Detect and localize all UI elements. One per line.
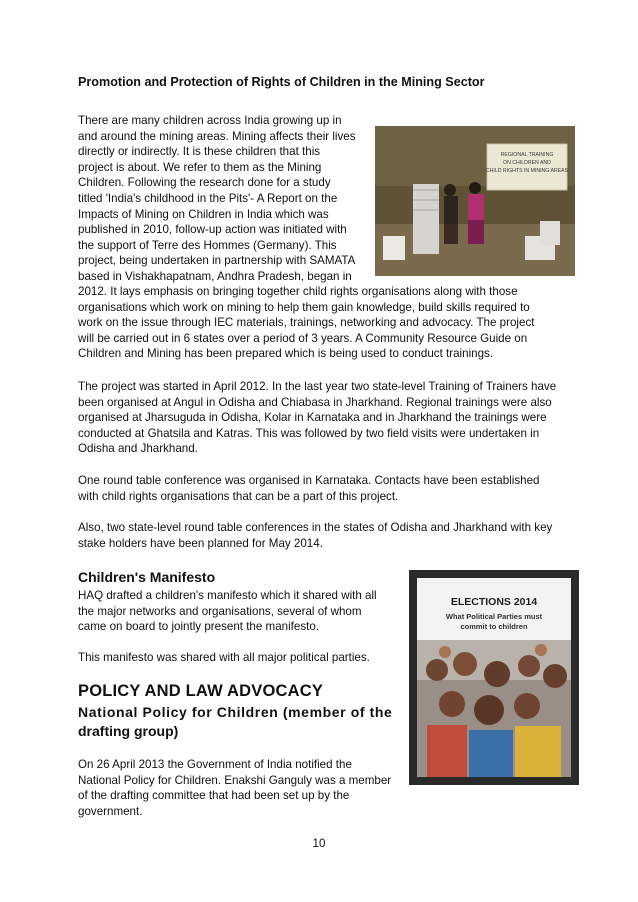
paragraph-planned-conferences [78, 520, 564, 551]
section-title-mining: Promotion and Protection of Rights of Children in the Mining Sector [78, 75, 485, 89]
text-line: The project was started in April 2012. In the last year two state-level Training of Trainers have [78, 380, 557, 393]
text-line: the major networks and organisations, several of whom [78, 604, 362, 618]
text-line: and around the mining areas. Mining affects their lives [78, 129, 356, 143]
text-line: National Policy for Children. Enakshi Ganguly was a member [78, 773, 392, 787]
text-line: the support of Terre des Hommes (Germany). This [78, 238, 337, 252]
manifesto-paragraph [78, 588, 399, 635]
text-line: project, being undertaken in partnership with SAMATA [78, 254, 356, 268]
text-line: directly or indirectly. It is these children that this [78, 145, 321, 159]
manifesto-title: Children's Manifesto [78, 569, 216, 585]
policy-subtitle-line-1: National Policy for Children (member of the [78, 704, 393, 720]
training-photo [375, 126, 575, 276]
text-line: work on the issue through IEC materials, trainings, networking and advocacy. The project [78, 316, 535, 330]
manifesto-shared-line: This manifesto was shared with all major political parties. [78, 651, 370, 664]
paragraph-round-table [78, 473, 564, 504]
text-line: titled 'India's childhood in the Pits'- A Report on the [78, 191, 338, 205]
text-line: stake holders have been planned for May 2014. [78, 536, 323, 550]
text-line: HAQ drafted a children's manifesto which it shared with all [78, 589, 377, 602]
text-line: Impacts of Mining on Children in India which was [78, 207, 329, 221]
banner-line-2: ON CHILDREN AND [503, 160, 551, 166]
policy-subtitle-line-2: drafting group) [78, 723, 179, 739]
text-line: Also, two state-level round table conferences in the states of Odisha and Jharkhand with key [78, 521, 553, 534]
text-line: based in Vishakhapatnam, Andhra Pradesh, began in [78, 269, 352, 283]
banner-line-1: REGIONAL TRAINING [500, 152, 554, 158]
cover-subtitle-line-2: commit to children [460, 622, 528, 631]
text-line: Children. Following the research done for a study [78, 176, 331, 190]
banner-line-3: CHILD RIGHTS IN MINING AREAS [485, 168, 569, 174]
text-line: came on board to jointly present the manifesto. [78, 620, 320, 634]
text-line: of the drafting committee that had been set up by the [78, 789, 350, 803]
text-line: 2012. It lays emphasis on bringing together child rights organisations along with those [78, 285, 518, 298]
intro-paragraph-narrow [78, 113, 366, 285]
policy-paragraph [78, 757, 399, 819]
text-line: government. [78, 804, 143, 818]
cover-subtitle [427, 612, 561, 632]
manifesto-cover-image [409, 570, 579, 785]
paragraph-project-start [78, 379, 564, 457]
policy-subtitle [78, 703, 399, 741]
text-line: On 26 April 2013 the Government of India notified the [78, 758, 352, 771]
cover-title: ELECTIONS 2014 [450, 596, 538, 608]
text-line: conducted at Ghatsila and Katras. This was followed by two field visits were undertaken in [78, 426, 540, 440]
text-line: organisations which work on mining to help them gain knowledge, build skills required to [78, 300, 530, 314]
text-line: There are many children across India growing up in [78, 114, 342, 127]
intro-paragraph-full [78, 284, 564, 362]
text-line: Odisha and Jharkhand. [78, 442, 198, 456]
text-line: Children and Mining has been prepared which is being used to conduct trainings. [78, 347, 494, 361]
policy-section-title: POLICY AND LAW ADVOCACY [78, 682, 324, 700]
training-photo-illustration [375, 126, 575, 276]
text-line: organised at Jharsuguda in Odisha, Kolar in Karnataka and in Jharkhand the trainings were [78, 411, 547, 425]
children-photo-illustration [417, 640, 571, 777]
text-line: published in 2010, follow-up action was initiated with [78, 223, 347, 237]
page-number: 10 [312, 837, 326, 850]
text-line: project is about. We refer to them as the Mining [78, 160, 322, 174]
cover-page [417, 578, 571, 777]
text-line: with child rights organisations that can be a part of this project. [78, 489, 399, 503]
text-line: One round table conference was organised in Karnataka. Contacts have been established [78, 474, 540, 487]
text-line: will be carried out in 6 states over a period of 3 years. A Community Resource Guide on [78, 331, 528, 345]
text-line: been organised at Angul in Odisha and Chiabasa in Jharkhand. Regional trainings were also [78, 395, 552, 409]
cover-subtitle-line-1: What Political Parties must [445, 612, 543, 621]
